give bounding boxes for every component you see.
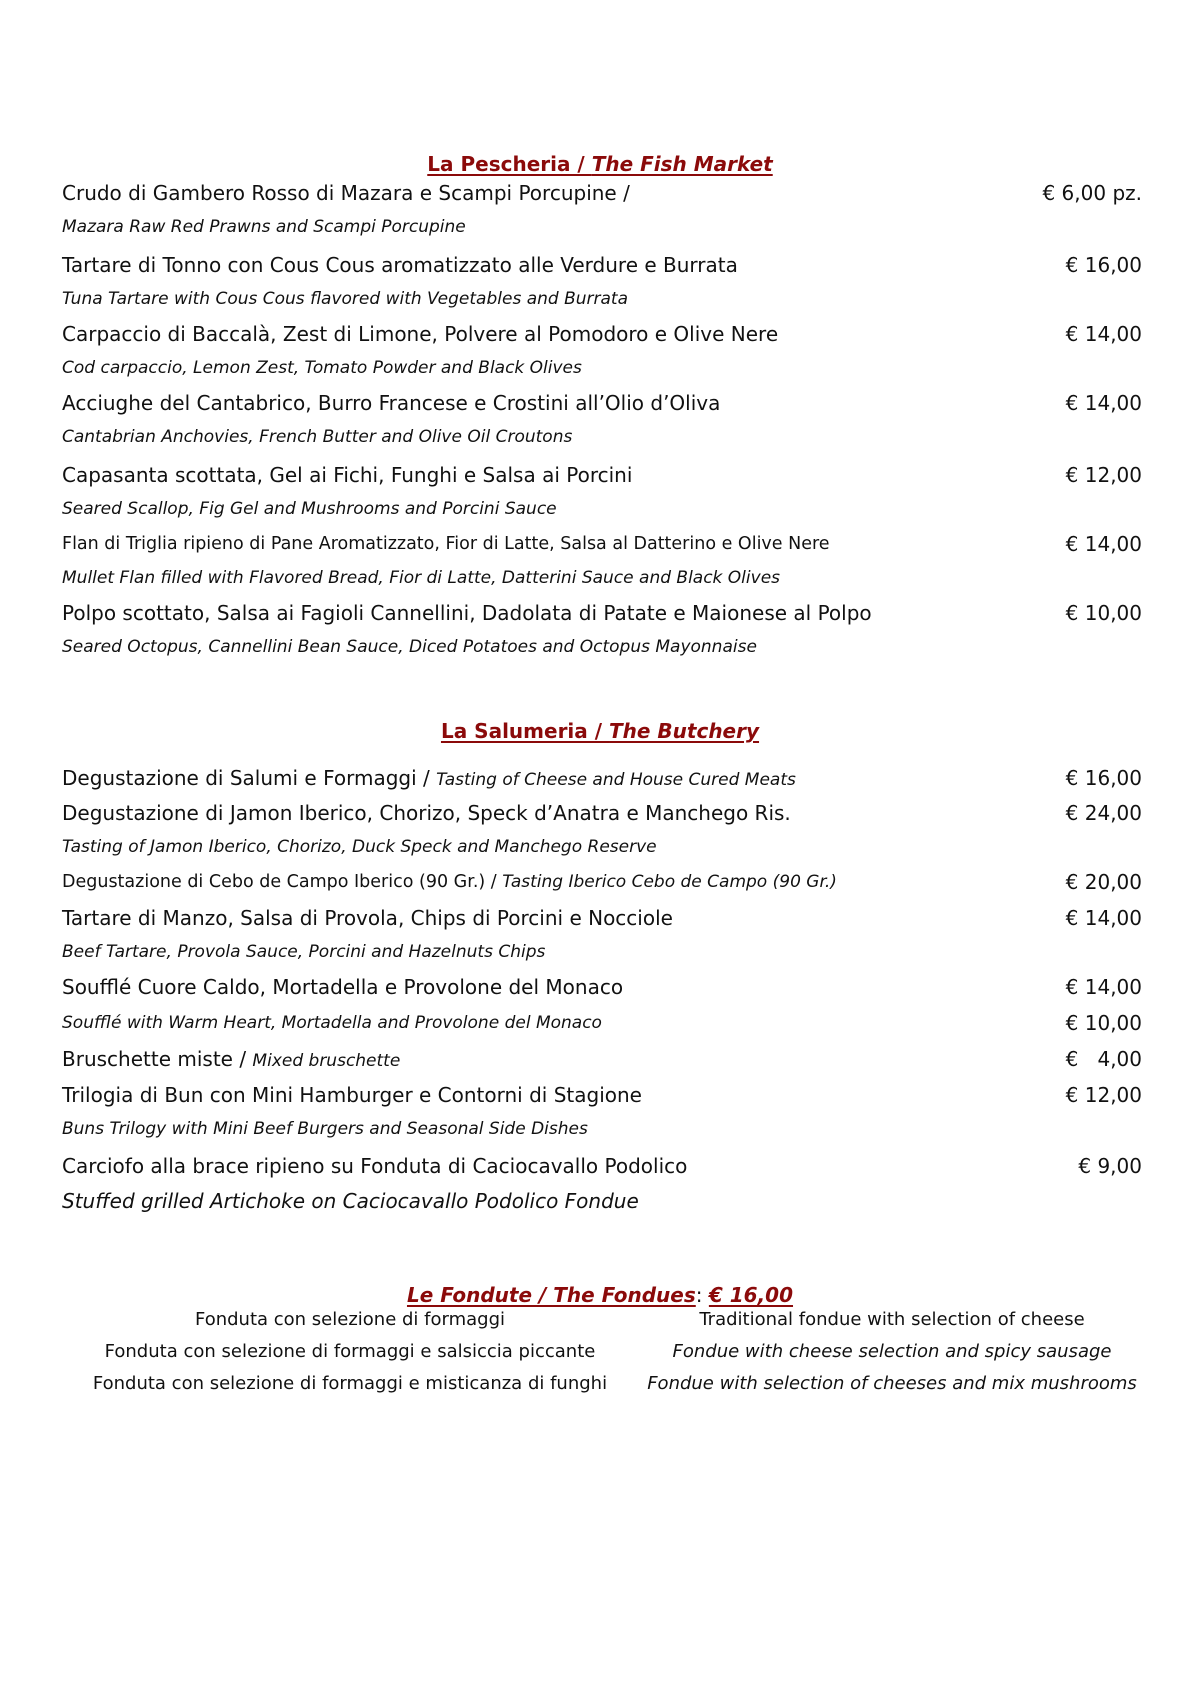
fondue-item-en: Fondue with cheese selection and spicy sausage — [672, 1341, 1112, 1362]
item-description: Seared Scallop, Fig Gel and Mushrooms and Porcini Sauce — [62, 499, 557, 519]
item-price: € 10,00 — [1065, 1011, 1142, 1035]
item-price: € 4,00 — [1065, 1047, 1142, 1071]
item-name: Capasanta scottata, Gel ai Fichi, Funghi e Salsa ai Porcini — [62, 463, 633, 487]
item-price: € 14,00 — [1065, 975, 1142, 999]
menu-item — [62, 1046, 1142, 1076]
item-name: Degustazione di Salumi e Formaggi / Tasting of Cheese and House Cured Meats — [62, 766, 796, 790]
item-price: € 14,00 — [1065, 391, 1142, 415]
item-description: Cod carpaccio, Lemon Zest, Tomato Powder and Black Olives — [62, 358, 582, 378]
item-price: € 6,00 pz. — [1042, 181, 1142, 205]
item-name: Degustazione di Jamon Iberico, Chorizo, Speck d’Anatra e Manchego Ris. — [62, 801, 791, 825]
item-price: € 10,00 — [1065, 601, 1142, 625]
item-name: Carciofo alla brace ripieno su Fonduta di Caciocavallo Podolico — [62, 1154, 688, 1178]
menu-item — [62, 869, 1142, 899]
item-price: € 14,00 — [1065, 532, 1142, 556]
section-title-butchery: La Salumeria / The Butchery — [440, 719, 760, 743]
item-price: € 16,00 — [1065, 253, 1142, 277]
item-description: Mazara Raw Red Prawns and Scampi Porcupine — [62, 217, 466, 237]
item-description: Tuna Tartare with Cous Cous flavored with Vegetables and Burrata — [62, 289, 629, 309]
fondue-item-it: Fonduta con selezione di formaggi e salsiccia piccante — [104, 1341, 596, 1362]
menu-item — [62, 252, 1142, 282]
item-price: € 20,00 — [1065, 870, 1142, 894]
item-translation: Tasting of Cheese and House Cured Meats — [436, 770, 796, 790]
item-description: Buns Trilogy with Mini Beef Burgers and Seasonal Side Dishes — [62, 1119, 588, 1139]
fondue-item-it: Fonduta con selezione di formaggi e misticanza di funghi — [92, 1373, 608, 1394]
fondue-price: € 16,00 — [708, 1283, 794, 1307]
item-name: Carpaccio di Baccalà, Zest di Limone, Polvere al Pomodoro e Olive Nere — [62, 322, 779, 346]
item-description: Cantabrian Anchovies, French Butter and Olive Oil Croutons — [62, 427, 573, 447]
menu-item — [62, 600, 1142, 630]
menu-item — [62, 800, 1142, 830]
item-name: Flan di Triglia ripieno di Pane Aromatizzato, Fior di Latte, Salsa al Datterino e Olive Nere — [62, 534, 830, 554]
menu-item — [62, 390, 1142, 420]
menu-item — [62, 531, 1142, 561]
section-title-fondues: Le Fondute / The Fondues: € 16,00 — [406, 1283, 794, 1307]
item-translation: Mixed bruschette — [252, 1051, 401, 1071]
item-price: € 12,00 — [1065, 1083, 1142, 1107]
menu-item — [62, 974, 1142, 1004]
item-name: Degustazione di Cebo de Campo Iberico (90 Gr.) / Tasting Iberico Cebo de Campo (90 Gr.) — [62, 872, 837, 892]
fondue-item-en: Fondue with selection of cheeses and mix mushrooms — [647, 1373, 1137, 1394]
item-price: € 9,00 — [1078, 1154, 1142, 1178]
item-price: € 14,00 — [1065, 906, 1142, 930]
item-name: Soufflé Cuore Caldo, Mortadella e Provolone del Monaco — [62, 975, 624, 999]
menu-item — [62, 321, 1142, 351]
menu-item-description-row — [62, 1010, 1142, 1040]
item-description: Beef Tartare, Provola Sauce, Porcini and Hazelnuts Chips — [62, 942, 546, 962]
menu-item — [62, 1153, 1142, 1183]
fondue-item-it: Fonduta con selezione di formaggi — [194, 1309, 505, 1330]
item-price: € 16,00 — [1065, 766, 1142, 790]
menu-item — [62, 1082, 1142, 1112]
item-description: Tasting of Jamon Iberico, Chorizo, Duck Speck and Manchego Reserve — [62, 837, 657, 857]
section-title-fish: La Pescheria / The Fish Market — [427, 152, 773, 176]
item-price: € 12,00 — [1065, 463, 1142, 487]
item-name: Crudo di Gambero Rosso di Mazara e Scampi Porcupine / — [62, 181, 630, 205]
item-description: Soufflé with Warm Heart, Mortadella and Provolone del Monaco — [62, 1013, 602, 1033]
item-name: Tartare di Manzo, Salsa di Provola, Chips di Porcini e Nocciole — [62, 906, 673, 930]
item-name: Tartare di Tonno con Cous Cous aromatizzato alle Verdure e Burrata — [62, 253, 738, 277]
menu-item — [62, 765, 1142, 795]
item-translation: Tasting Iberico Cebo de Campo (90 Gr.) — [502, 872, 837, 892]
menu-item — [62, 905, 1142, 935]
item-name: Trilogia di Bun con Mini Hamburger e Contorni di Stagione — [62, 1083, 642, 1107]
fondue-item-en: Traditional fondue with selection of cheese — [699, 1309, 1085, 1330]
menu-item — [62, 462, 1142, 492]
item-price: € 14,00 — [1065, 322, 1142, 346]
item-name: Polpo scottato, Salsa ai Fagioli Cannellini, Dadolata di Patate e Maionese al Polpo — [62, 601, 872, 625]
menu-item — [62, 180, 1142, 210]
item-name: Bruschette miste / Mixed bruschette — [62, 1047, 401, 1071]
item-price: € 24,00 — [1065, 801, 1142, 825]
item-name: Acciughe del Cantabrico, Burro Francese e Crostini all’Olio d’Oliva — [62, 391, 721, 415]
item-description: Stuffed grilled Artichoke on Caciocavallo Podolico Fondue — [62, 1189, 639, 1213]
item-description: Seared Octopus, Cannellini Bean Sauce, Diced Potatoes and Octopus Mayonnaise — [62, 637, 757, 657]
item-description: Mullet Flan filled with Flavored Bread, Fior di Latte, Datterini Sauce and Black Olives — [62, 568, 781, 588]
